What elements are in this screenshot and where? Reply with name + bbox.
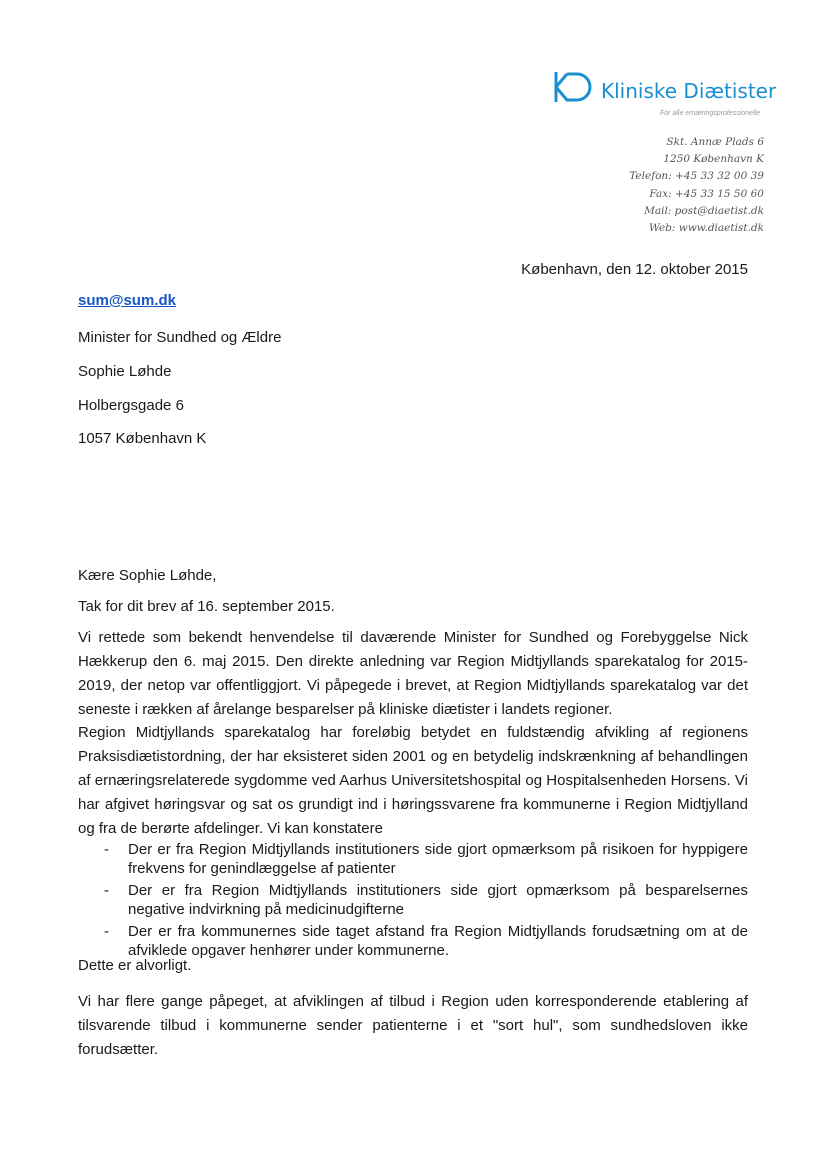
salutation: Kære Sophie Løhde, bbox=[78, 567, 217, 584]
address-line: 1250 København K bbox=[663, 153, 764, 166]
phone: Telefon: +45 33 32 00 39 bbox=[629, 170, 764, 183]
recipient-email-link[interactable]: sum@sum.dk bbox=[78, 292, 176, 309]
recipient-line: Sophie Løhde bbox=[78, 363, 172, 380]
tagline: For alle ernæringsprofessionelle bbox=[660, 110, 760, 117]
web[interactable]: Web: www.diaetist.dk bbox=[649, 222, 764, 235]
paragraph: Region Midtjyllands sparekatalog har foreløbig betydet en fuldstændig afvikling af regionens Praksisdiætistordning, der har eksisteret siden 2001 og en betydelig indskrænkning af behandlingen af ernæringsrelaterede sygdomme ved Aarhus Universitetshospital og Hospitalsenheden Horsens. Vi har afgivet høringsvar og sat os grundigt ind i høringssvarene fra kommunerne i Region Midtjylland og fra de berørte afdelinger. Vi kan konstatere bbox=[78, 724, 748, 837]
recipient-line: Holbergsgade 6 bbox=[78, 397, 184, 414]
letter-date: København, den 12. oktober 2015 bbox=[521, 261, 748, 278]
paragraph: Vi har flere gange påpeget, at afviklingen af tilbud i Region uden korresponderende etablering af tilsvarende tilbud i kommunerne sender patienterne i et "sort hul", som sundhedsloven ikke forudsætter. bbox=[78, 993, 748, 1058]
paragraph: Tak for dit brev af 16. september 2015. bbox=[78, 598, 335, 615]
bullet-item: - Der er fra kommunernes side taget afstand fra Region Midtjyllands forudsætning om at de afviklede opgaver henhører under kommunerne. bbox=[100, 923, 748, 960]
org-name: Kliniske Diætister bbox=[601, 79, 777, 103]
bullet-item: - Der er fra Region Midtjyllands institutioners side gjort opmærksom på risikoen for hyppigere frekvens for genindlæggelse af patienter bbox=[100, 841, 748, 878]
bullet-item: - Der er fra Region Midtjyllands institutioners side gjort opmærksom på besparelsernes negative indvirkning på medicinudgifterne bbox=[100, 882, 748, 919]
kd-logo-icon bbox=[553, 70, 593, 104]
recipient-line: 1057 København K bbox=[78, 430, 207, 447]
paragraph: Dette er alvorligt. bbox=[78, 957, 192, 974]
address-line: Skt. Annæ Plads 6 bbox=[666, 136, 764, 148]
logo bbox=[553, 70, 776, 104]
sender-address bbox=[629, 134, 764, 237]
fax: Fax: +45 33 15 50 60 bbox=[649, 187, 764, 200]
recipient-line: Minister for Sundhed og Ældre bbox=[78, 329, 282, 346]
bullet-list bbox=[100, 841, 748, 964]
mail[interactable]: Mail: post@diaetist.dk bbox=[644, 204, 764, 217]
paragraph: Vi rettede som bekendt henvendelse til daværende Minister for Sundhed og Forebyggelse Nick Hækkerup den 6. maj 2015. Den direkte anledning var Region Midtjyllands sparekatalog for 2015-2019, der netop var offentliggjort. Vi påpegede i brevet, at Region Midtjyllands sparekatalog var det seneste i rækken af årelange besparelser på kliniske diætister i landets regioner. bbox=[78, 629, 748, 718]
